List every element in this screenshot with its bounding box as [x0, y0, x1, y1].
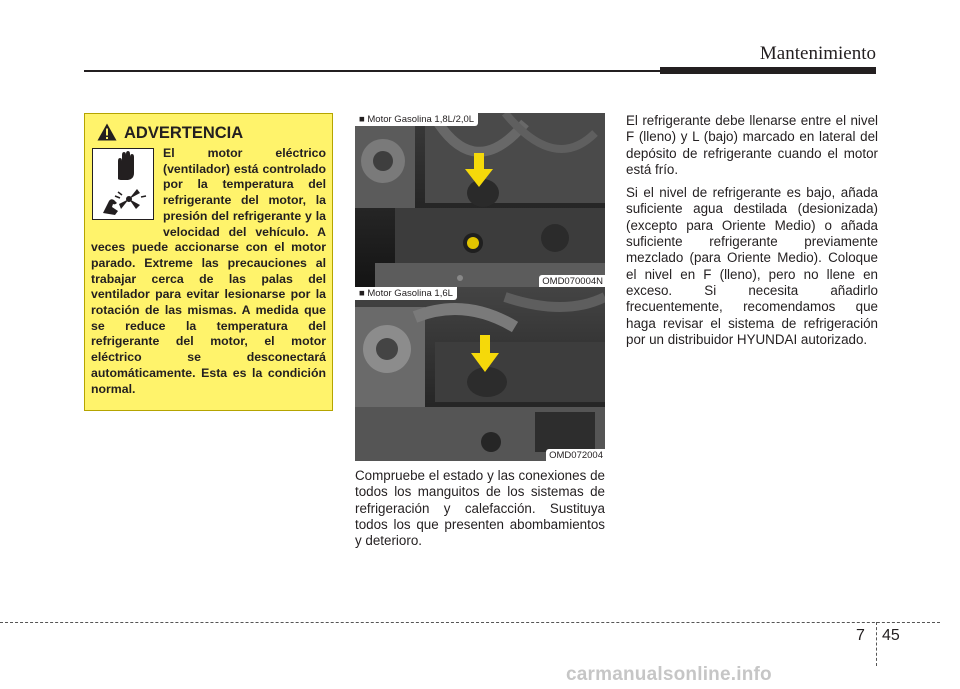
- engine-photo-1: [355, 113, 605, 287]
- header-rule-thick: [660, 67, 876, 74]
- coolant-text: [626, 113, 878, 355]
- coolant-paragraph-1: El refrigerante debe llenarse entre el nivel F (lleno) y L (bajo) marcado en lateral del depósito de refrigerante cuando el motor está frío.: [626, 113, 878, 177]
- warning-title: ADVERTENCIA: [124, 124, 244, 142]
- chapter-number: 7: [856, 627, 865, 644]
- figure-label-1: ■ Motor Gasolina 1,8L/2,0L: [355, 113, 478, 126]
- watermark: carmanualsonline.info: [566, 664, 772, 685]
- footer-dashed-rule: [0, 622, 940, 623]
- engine-photo-2-image: [355, 287, 605, 461]
- engine-photo-2: [355, 287, 605, 461]
- hoses-paragraph: Compruebe el estado y las conexiones de todos los manguitos de los sistemas de refrigeración y calefacción. Sustituya todos los que presenten abombamientos y deterioro.: [355, 468, 605, 549]
- figure-code-2: OMD072004: [546, 449, 605, 461]
- header-rule-thin: [84, 70, 660, 72]
- warning-text: El motor eléctrico (ventilador) está controlado por la temperatura del refrigerante del motor, la presión del refrigerante y la velocidad del vehículo. A veces puede accionarse con el motor parado. Extreme las precauciones al trabajar cerca de las palas del ventilador para evitar lesionarse por la rotación de las mismas. A medida que se reduce la temperatura del refrigerante del motor, el motor eléctrico se desconectará automáticamente. Esta es la condición normal.: [91, 146, 326, 396]
- warning-box: [84, 113, 333, 411]
- footer-vertical-rule: [876, 622, 877, 666]
- section-title: Mantenimiento: [759, 43, 876, 64]
- figure-code-1: OMD070004N: [539, 275, 605, 287]
- coolant-paragraph-2: Si el nivel de refrigerante es bajo, añada suficiente agua destilada (desionizada) (excepto para Oriente Medio) o añada suficiente refrigerante previamente mezclado (para Oriente Medio). Coloque el nivel en F (lleno), pero no llene en exceso. Si necesita añadirlo frecuentemente, recomendamos que haga revisar el sistema de refrigeración por un distribuidor HYUNDAI autorizado.: [626, 185, 878, 347]
- warning-triangle-icon: [97, 123, 117, 141]
- engine-photo-1-image: [355, 113, 605, 287]
- page-number: 45: [882, 627, 900, 644]
- figure-label-2: ■ Motor Gasolina 1,6L: [355, 287, 457, 300]
